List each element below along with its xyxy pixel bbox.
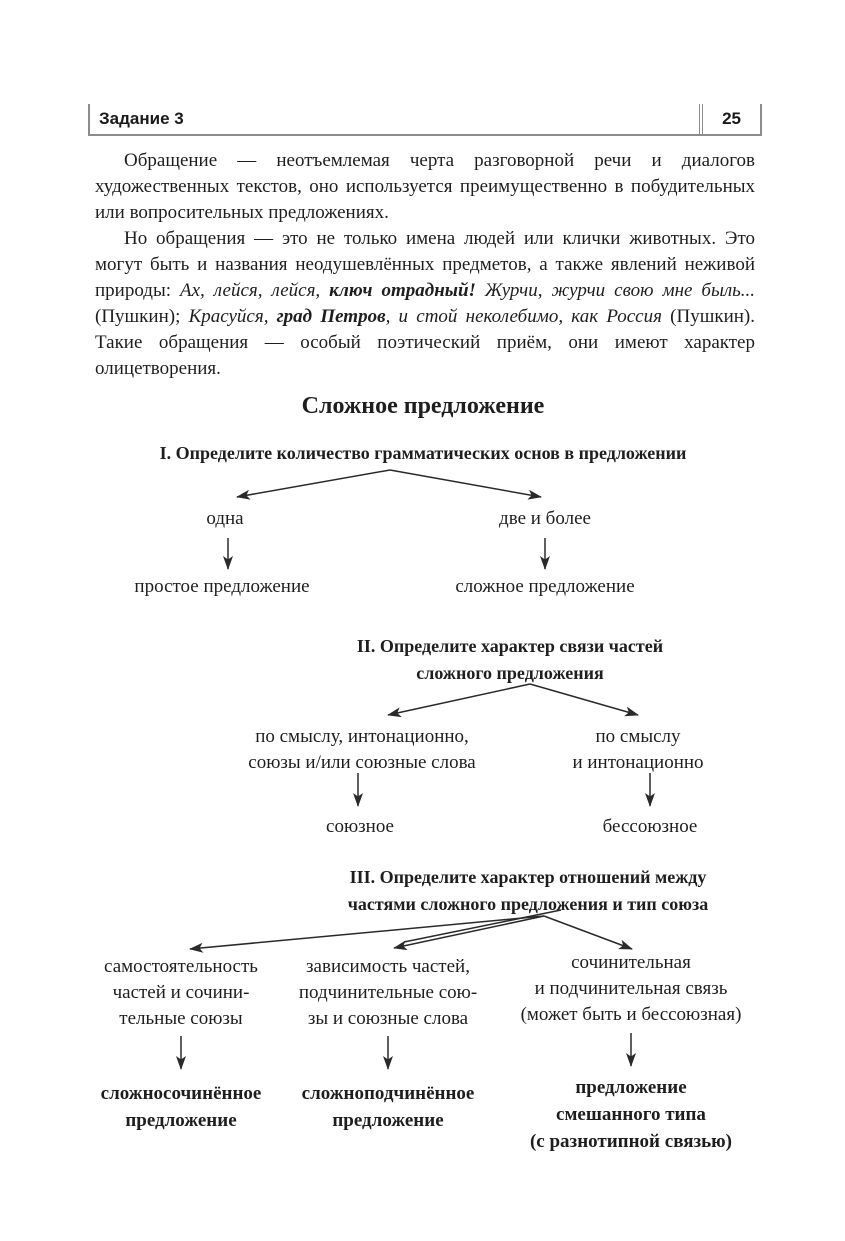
step3-branch2-result: сложноподчинённое предложение [301,1083,475,1131]
step2-left-result: союзное [326,816,394,837]
text-segment: Ах, лейся, лейся, [180,280,330,301]
page-number: 25 [699,104,762,134]
text-segment: Красуйся, [188,306,277,327]
text-segment: (Пушкин). Такие обращения — особый поэтический приём, они имеют характер олицетворения. [95,306,755,379]
step2-left-condition: по смыслу, интонационно, союзы и/или союзные слова [248,726,476,773]
step1-arrows [228,470,545,569]
text-segment: Обращение — неотъемлемая черта разговорной речи и диалогов художественных текстов, оно используется преимущественно в побудительных или вопросительных предложениях. [95,150,755,223]
step3-heading: III. Определите характер отношений между частями сложного предложения и тип союза [347,867,709,914]
task-label: Задание 3 [88,104,184,134]
paragraph-no-obrashcheniya [95,226,755,382]
text-segment: ключ отрадный! [329,280,476,301]
step1-right-condition: две и более [499,508,591,529]
text-segment: (Пушкин); [95,306,189,327]
step1-left-result: простое предложение [134,576,310,597]
step2-right-result: бессоюзное [602,816,698,837]
body-text [95,148,755,382]
step3-branch1-condition: самостоятельность частей и сочини- тельные союзы [104,956,258,1029]
step1-heading: I. Определите количество грамматических основ в предложении [159,443,687,463]
complex-sentence-diagram [0,390,845,1190]
diagram-title: Сложное предложение [301,393,545,419]
step1-right-result: сложное предложение [455,576,635,597]
text-segment: град Петров [276,306,386,327]
paragraph-obrashchenie [95,148,755,226]
text-segment: Журчи, журчи свою мне быль... [475,280,756,301]
step2-right-condition: по смыслу и интонационно [572,726,704,773]
step3-branch1-result: сложносочинённое предложение [100,1083,262,1131]
step1-left-condition: одна [206,508,244,529]
step3-branch3-result: предложение смешанного типа (с разнотипной связью) [529,1077,733,1152]
step3-branch2-condition: зависимость частей, подчинительные сою- зы и союзные слова [298,956,478,1029]
step3-branch3-condition: сочинительная и подчинительная связь (может быть и бессоюзная) [520,952,742,1025]
step2-heading: II. Определите характер связи частей сложного предложения [356,636,664,683]
text-segment: , и стой неколебимо, как Россия [385,306,671,327]
diagram-arrows-svg [0,390,845,1190]
text-segment: Но обращения — это не только имена людей или клички животных. Это могут быть и названия неодушевлённых предметов, а также явлений неживой природы: [95,228,755,301]
page-header [88,104,762,136]
